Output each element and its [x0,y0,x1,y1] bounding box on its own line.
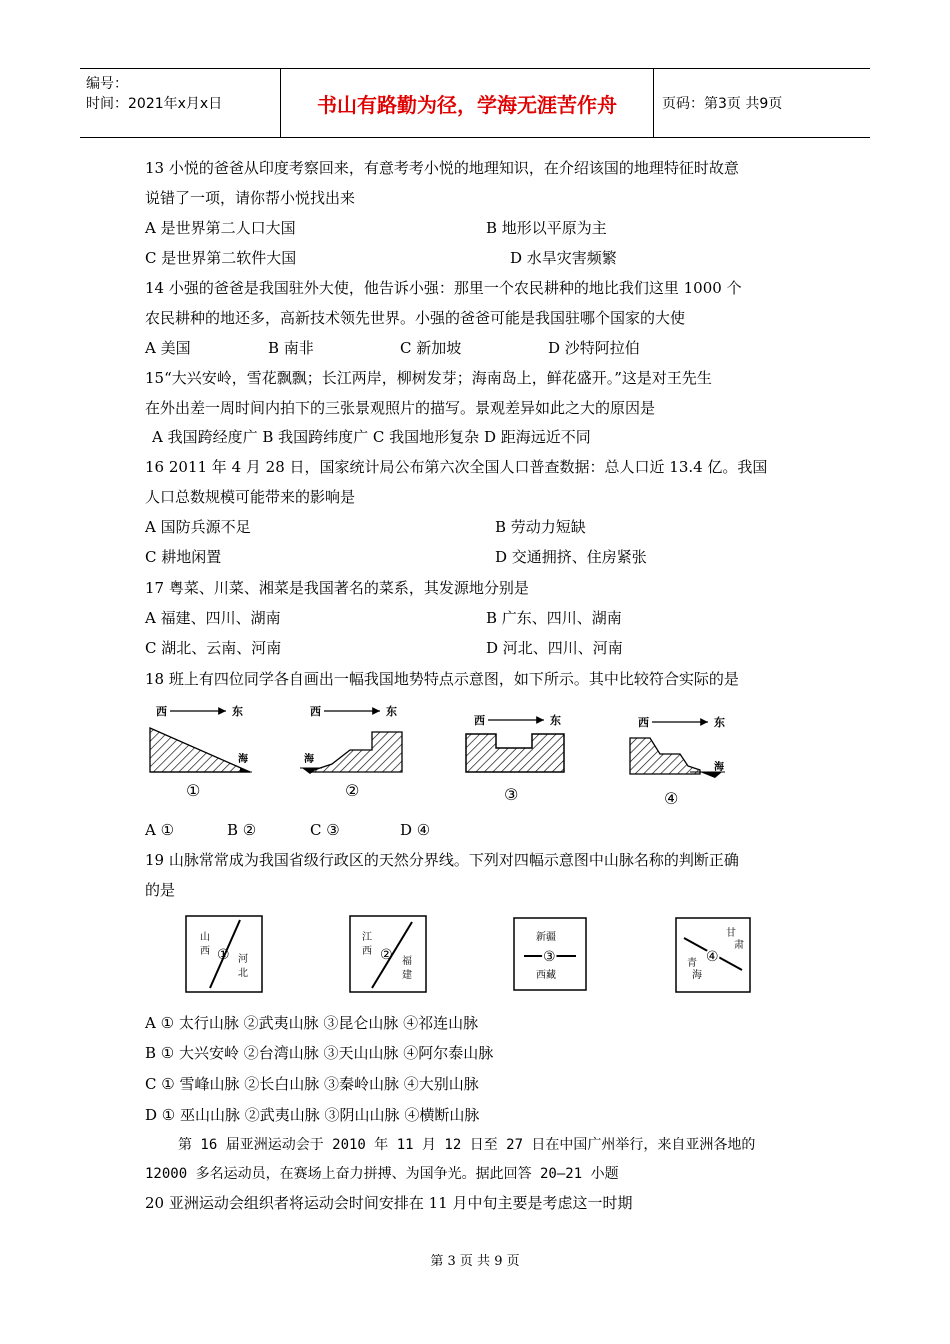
q14-option-a: A 美国 [145,339,191,357]
intro-line-1: 第 16 届亚洲运动会于 2010 年 11 月 12 日至 27 日在中国广州举行，来自亚洲各地的 [178,1137,756,1153]
q19-option-d: D ① 巫山山脉 ②武夷山脉 ③阴山山脉 ④横断山脉 [145,1106,480,1124]
sea-label: 海 [238,754,248,765]
q16-stem-1: 16 2011 年 4 月 28 日，国家统计局公布第六次全国人口普查数据：总人口近 13.4 亿。我国 [145,458,768,476]
diagram-number: ④ [706,949,719,965]
number-label: 编号： [86,76,128,92]
time-label: 时间：2021年x月x日 [86,96,223,112]
q18-option-b: B ② [227,821,257,839]
region-label: 西藏 [536,970,556,981]
q14-option-b: B 南非 [268,339,314,357]
q17-stem-1: 17 粤菜、川菜、湘菜是我国著名的菜系，其发源地分别是 [145,579,529,597]
q16-option-b: B 劳动力短缺 [495,518,586,536]
diagram-number: ② [345,781,360,800]
terrain-diagram-1 [150,704,252,800]
province-label: 北 [238,968,248,979]
sea-label: 海 [714,762,724,773]
diagram-number: ④ [664,789,679,808]
q18-stem-1: 18 班上有四位同学各自画出一幅我国地势特点示意图，如下所示。其中比较符合实际的是 [145,670,739,688]
mountain-diagrams [180,910,770,1000]
q13-option-a: A 是世界第二人口大国 [145,219,296,237]
mountain-diagram-2 [350,916,426,992]
q16-option-d: D 交通拥挤、住房紧张 [495,548,647,566]
q15-stem-1: 15“大兴安岭，雪花飘飘；长江两岸，柳树发芽；海南岛上，鲜花盛开。”这是对王先生 [145,369,712,387]
q16-option-c: C 耕地闲置 [145,548,222,566]
east-label: 东 [386,705,397,718]
q18-option-d: D ④ [400,821,431,839]
province-label: 青 [687,958,697,969]
q17-option-b: B 广东、四川、湖南 [486,609,622,627]
region-label: 新疆 [536,932,556,943]
diagram-number: ③ [543,949,556,965]
q18-option-c: C ③ [310,821,340,839]
mountain-diagram-4 [676,918,750,992]
page-footer: 第 3 页 共 9 页 [430,1254,520,1269]
q13-stem-2: 说错了一项，请你帮小悦找出来 [145,189,356,207]
west-label: 西 [474,714,485,727]
province-label: 西 [200,946,210,957]
header-page-label: 页码：第3页 共9页 [662,96,783,112]
sea-label: 海 [304,754,314,765]
east-label: 东 [714,716,725,729]
q16-stem-2: 人口总数规模可能带来的影响是 [145,488,356,506]
header-meta [80,69,281,137]
terrain-diagram-3 [466,713,564,804]
east-label: 东 [232,705,243,718]
west-label: 西 [310,705,321,718]
diagram-number: ① [186,781,201,800]
q14-stem-1: 14 小强的爸爸是我国驻外大使，他告诉小强：那里一个农民耕种的地比我们这里 1000 个 [145,279,742,297]
q17-option-a: A 福建、四川、湖南 [145,609,281,627]
q13-option-d: D 水旱灾害频繁 [510,249,617,267]
province-label: 福 [402,956,412,967]
mountain-diagram-1 [186,916,262,992]
province-label: 西 [362,946,372,957]
q14-option-d: D 沙特阿拉伯 [548,339,640,357]
province-label: 建 [402,970,412,981]
q17-option-d: D 河北、四川、河南 [486,639,623,657]
province-label: 山 [200,932,210,943]
province-label: 海 [692,970,702,981]
q13-option-c: C 是世界第二软件大国 [145,249,297,267]
q15-stem-2: 在外出差一周时间内拍下的三张景观照片的描写。景观差异如此之大的原因是 [145,399,656,417]
terrain-diagrams [140,700,780,815]
intro-line-2: 12000 多名运动员，在赛场上奋力拼搏、为国争光。据此回答 20—21 小题 [145,1166,619,1182]
province-label: 肃 [734,940,744,951]
q14-option-c: C 新加坡 [400,339,462,357]
diagram-number: ③ [504,785,519,804]
east-label: 东 [550,714,561,727]
q20-stem-1: 20 亚洲运动会组织者将运动会时间安排在 11 月中旬主要是考虑这一时期 [145,1194,633,1212]
west-label: 西 [156,705,167,718]
province-label: 江 [362,932,372,943]
diagram-number: ② [380,947,393,963]
mountain-diagram-3 [514,918,586,990]
q14-stem-2: 农民耕种的地还多，高新技术领先世界。小强的爸爸可能是我国驻哪个国家的大使 [145,309,686,327]
province-label: 甘 [726,928,736,939]
q13-stem-1: 13 小悦的爸爸从印度考察回来，有意考考小悦的地理知识，在介绍该国的地理特征时故意 [145,159,739,177]
q19-option-a: A ① 太行山脉 ②武夷山脉 ③昆仑山脉 ④祁连山脉 [145,1014,479,1032]
province-label: 河 [238,954,248,965]
diagram-number: ① [217,947,230,963]
header-motto: 书山有路勤为径，学海无涯苦作舟 [281,69,654,137]
q15-options: A 我国跨经度广 B 我国跨纬度广 C 我国地形复杂 D 距海远近不同 [152,428,591,446]
terrain-diagram-2 [300,704,402,800]
terrain-diagram-4 [630,715,725,808]
q17-option-c: C 湖北、云南、河南 [145,639,282,657]
q19-stem-2: 的是 [145,881,176,899]
west-label: 西 [638,716,649,729]
q19-stem-1: 19 山脉常常成为我国省级行政区的天然分界线。下列对四幅示意图中山脉名称的判断正确 [145,851,739,869]
q19-option-c: C ① 雪峰山脉 ②长白山脉 ③秦岭山脉 ④大别山脉 [145,1075,479,1093]
q13-option-b: B 地形以平原为主 [486,219,607,237]
q16-option-a: A 国防兵源不足 [145,518,251,536]
q19-option-b: B ① 大兴安岭 ②台湾山脉 ③天山山脉 ④阿尔泰山脉 [145,1044,494,1062]
q18-option-a: A ① [145,821,175,839]
page-header [80,68,870,138]
